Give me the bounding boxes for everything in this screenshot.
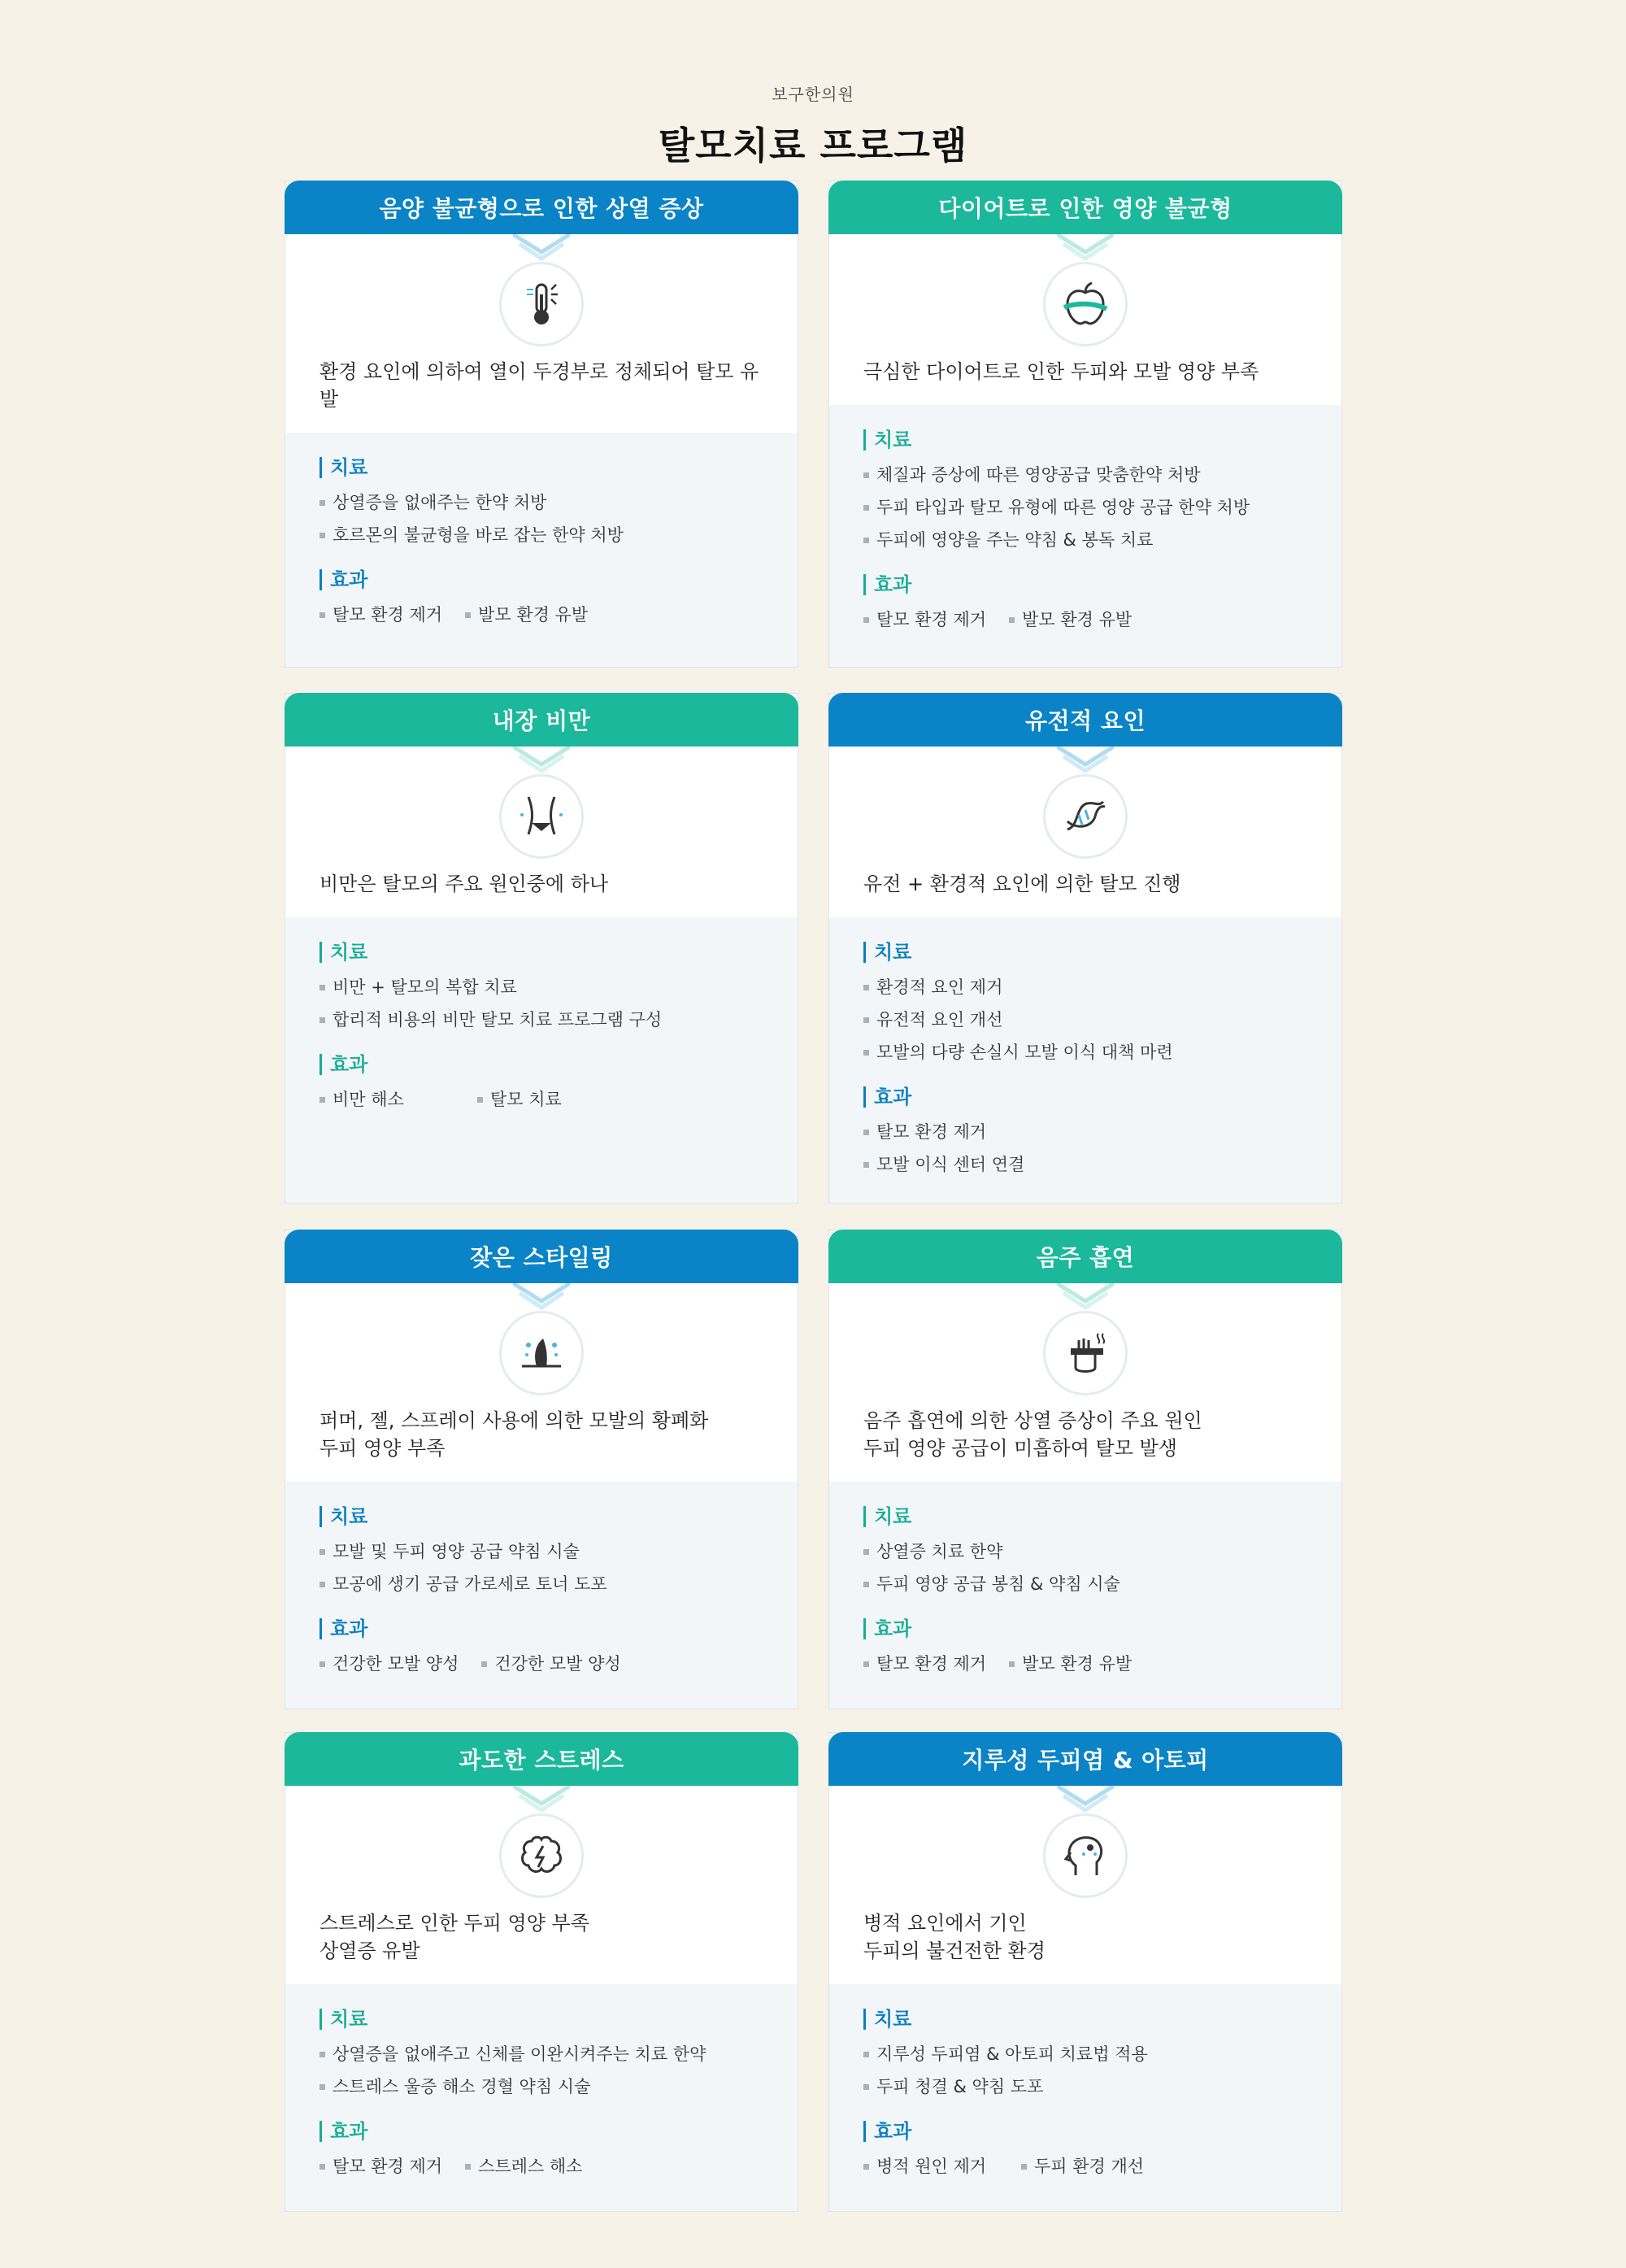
effect-list	[320, 599, 763, 631]
program-card	[285, 181, 798, 668]
description-line: 스트레스로 인한 두피 영양 부족	[320, 1912, 589, 1935]
description-line: 상열증 유발	[320, 1939, 420, 1962]
page-header	[0, 81, 1626, 170]
card-intro	[829, 1786, 1341, 1984]
card-title: 잦은 스타일링	[285, 1230, 798, 1283]
effect-heading: 효과	[320, 2121, 763, 2142]
card-intro	[285, 1786, 798, 1984]
treatment-item: 모공에 생기 공급 가로세로 토너 도포	[320, 1568, 763, 1600]
card-description	[285, 859, 798, 917]
apple-measure-icon	[1043, 262, 1128, 346]
description-line: 두피 영양 부족	[320, 1437, 446, 1460]
treatment-item: 지루성 두피염 & 아토피 치료법 적용	[863, 2038, 1307, 2070]
card-details	[829, 405, 1341, 636]
treatment-item: 유전적 요인 개선	[863, 1003, 1307, 1036]
card-intro	[285, 1283, 798, 1482]
program-card	[828, 693, 1342, 1204]
treatment-heading: 치료	[320, 2009, 763, 2030]
effect-item: 두피 환경 개선	[1021, 2150, 1156, 2183]
effect-item: 탈모 환경 제거	[863, 603, 986, 636]
program-card	[285, 1230, 798, 1709]
card-details	[285, 1482, 798, 1680]
effect-heading: 효과	[863, 574, 1307, 595]
description-line: 두피의 불건전한 환경	[863, 1939, 1046, 1962]
effect-list	[320, 1083, 763, 1116]
card-description	[285, 1395, 798, 1482]
card-title: 음주 흡연	[828, 1230, 1342, 1283]
effect-list	[863, 2150, 1307, 2183]
treatment-heading: 치료	[863, 1506, 1307, 1527]
card-title: 다이어트로 인한 영양 불균형	[828, 181, 1342, 234]
program-card	[285, 1732, 798, 2212]
page-title: 탈모치료 프로그램	[658, 124, 968, 168]
description-line: 두피 영양 공급이 미흡하여 탈모 발생	[863, 1437, 1177, 1460]
effect-item: 모발 이식 센터 연결	[863, 1148, 1307, 1181]
hair-follicle-icon	[499, 1311, 584, 1395]
effect-list	[863, 1648, 1307, 1680]
card-description	[829, 1898, 1341, 1984]
treatment-item: 호르몬의 불균형을 바로 잡는 한약 처방	[320, 519, 763, 551]
treatment-item: 합리적 비용의 비만 탈모 치료 프로그램 구성	[320, 1003, 763, 1036]
program-card	[828, 1732, 1342, 2212]
card-intro	[285, 234, 798, 433]
treatment-item: 두피 타입과 탈모 유형에 따른 영양 공급 한약 처방	[863, 491, 1307, 524]
treatment-heading: 치료	[863, 2009, 1307, 2030]
effect-list	[320, 2150, 763, 2183]
card-details	[285, 917, 798, 1116]
card-details	[829, 917, 1341, 1181]
effect-heading: 효과	[320, 1054, 763, 1075]
card-title: 유전적 요인	[828, 693, 1342, 747]
treatment-item: 상열증을 없애주고 신체를 이완시켜주는 치료 한약	[320, 2038, 763, 2070]
description-line: 음주 흡연에 의한 상열 증상이 주요 원인	[863, 1409, 1202, 1432]
treatment-heading: 치료	[320, 942, 763, 963]
brain-stress-icon	[499, 1813, 584, 1898]
effect-item: 발모 환경 유발	[465, 599, 588, 631]
effect-heading: 효과	[863, 2121, 1307, 2142]
effect-heading: 효과	[863, 1086, 1307, 1108]
card-details	[285, 433, 798, 631]
card-intro	[829, 234, 1341, 405]
head-profile-icon	[1043, 1813, 1128, 1898]
card-title: 지루성 두피염 & 아토피	[828, 1732, 1342, 1786]
program-card	[285, 693, 798, 1204]
treatment-item: 두피에 영양을 주는 약침 & 봉독 치료	[863, 524, 1307, 556]
clinic-name: 보구한의원	[772, 85, 854, 104]
treatment-item: 모발 및 두피 영양 공급 약침 시술	[320, 1535, 763, 1568]
description-line: 퍼머, 젤, 스프레이 사용에 의한 모발의 황폐화	[320, 1409, 709, 1432]
effect-item: 탈모 환경 제거	[863, 1648, 986, 1680]
effect-item: 탈모 환경 제거	[863, 1116, 1307, 1148]
treatment-heading: 치료	[320, 1506, 763, 1527]
description-line: 유전 + 환경적 요인에 의한 탈모 진행	[863, 873, 1181, 895]
program-card	[828, 181, 1342, 668]
treatment-item: 상열증을 없애주는 한약 처방	[320, 486, 763, 519]
card-description	[829, 859, 1341, 917]
effect-item: 스트레스 해소	[465, 2150, 582, 2183]
effect-list	[863, 603, 1307, 636]
treatment-item: 모발의 다량 손실시 모발 이식 대책 마련	[863, 1036, 1307, 1069]
card-description	[285, 1898, 798, 1984]
effect-list	[320, 1648, 763, 1680]
effect-item: 발모 환경 유발	[1009, 1648, 1132, 1680]
treatment-item: 환경적 요인 제거	[863, 971, 1307, 1003]
effect-heading: 효과	[320, 569, 763, 590]
description-line: 병적 요인에서 기인	[863, 1912, 1027, 1935]
waist-icon	[499, 774, 584, 859]
card-details	[829, 1482, 1341, 1680]
card-intro	[829, 1283, 1341, 1482]
treatment-item: 두피 영양 공급 봉침 & 약침 시술	[863, 1568, 1307, 1600]
effect-item: 비만 해소	[320, 1083, 454, 1116]
effect-item: 병적 원인 제거	[863, 2150, 998, 2183]
description-line: 환경 요인에 의하여 열이 두경부로 정체되어 탈모 유발	[320, 360, 759, 411]
card-description	[285, 346, 798, 433]
card-description	[829, 1395, 1341, 1482]
card-details	[285, 1984, 798, 2183]
effect-item: 탈모 치료	[477, 1083, 612, 1116]
effect-item: 건강한 모발 양성	[481, 1648, 620, 1680]
description-line: 비만은 탈모의 주요 원인중에 하나	[320, 873, 609, 895]
effect-heading: 효과	[320, 1618, 763, 1639]
treatment-item: 스트레스 울증 해소 경혈 약침 시술	[320, 2070, 763, 2103]
effect-list	[863, 1116, 1307, 1181]
effect-item: 탈모 환경 제거	[320, 599, 442, 631]
thermometer-icon	[499, 262, 584, 346]
treatment-item: 체질과 증상에 따른 영양공급 맞춤한약 처방	[863, 459, 1307, 491]
dna-icon	[1043, 774, 1128, 859]
program-card	[828, 1230, 1342, 1709]
treatment-heading: 치료	[863, 429, 1307, 451]
card-title: 과도한 스트레스	[285, 1732, 798, 1786]
card-title: 내장 비만	[285, 693, 798, 747]
treatment-heading: 치료	[320, 457, 763, 478]
effect-heading: 효과	[863, 1618, 1307, 1639]
treatment-item: 상열증 치료 한약	[863, 1535, 1307, 1568]
description-line: 극심한 다이어트로 인한 두피와 모발 영양 부족	[863, 360, 1259, 383]
treatment-item: 비만 + 탈모의 복합 치료	[320, 971, 763, 1003]
treatment-item: 두피 청결 & 약침 도포	[863, 2070, 1307, 2103]
effect-item: 발모 환경 유발	[1009, 603, 1132, 636]
card-details	[829, 1984, 1341, 2183]
card-title: 음양 불균형으로 인한 상열 증상	[285, 181, 798, 234]
smoking-hand-icon	[1043, 1311, 1128, 1395]
card-intro	[285, 747, 798, 917]
effect-item: 건강한 모발 양성	[320, 1648, 459, 1680]
effect-item: 탈모 환경 제거	[320, 2150, 442, 2183]
treatment-heading: 치료	[863, 942, 1307, 963]
card-description	[829, 346, 1341, 405]
card-intro	[829, 747, 1341, 917]
